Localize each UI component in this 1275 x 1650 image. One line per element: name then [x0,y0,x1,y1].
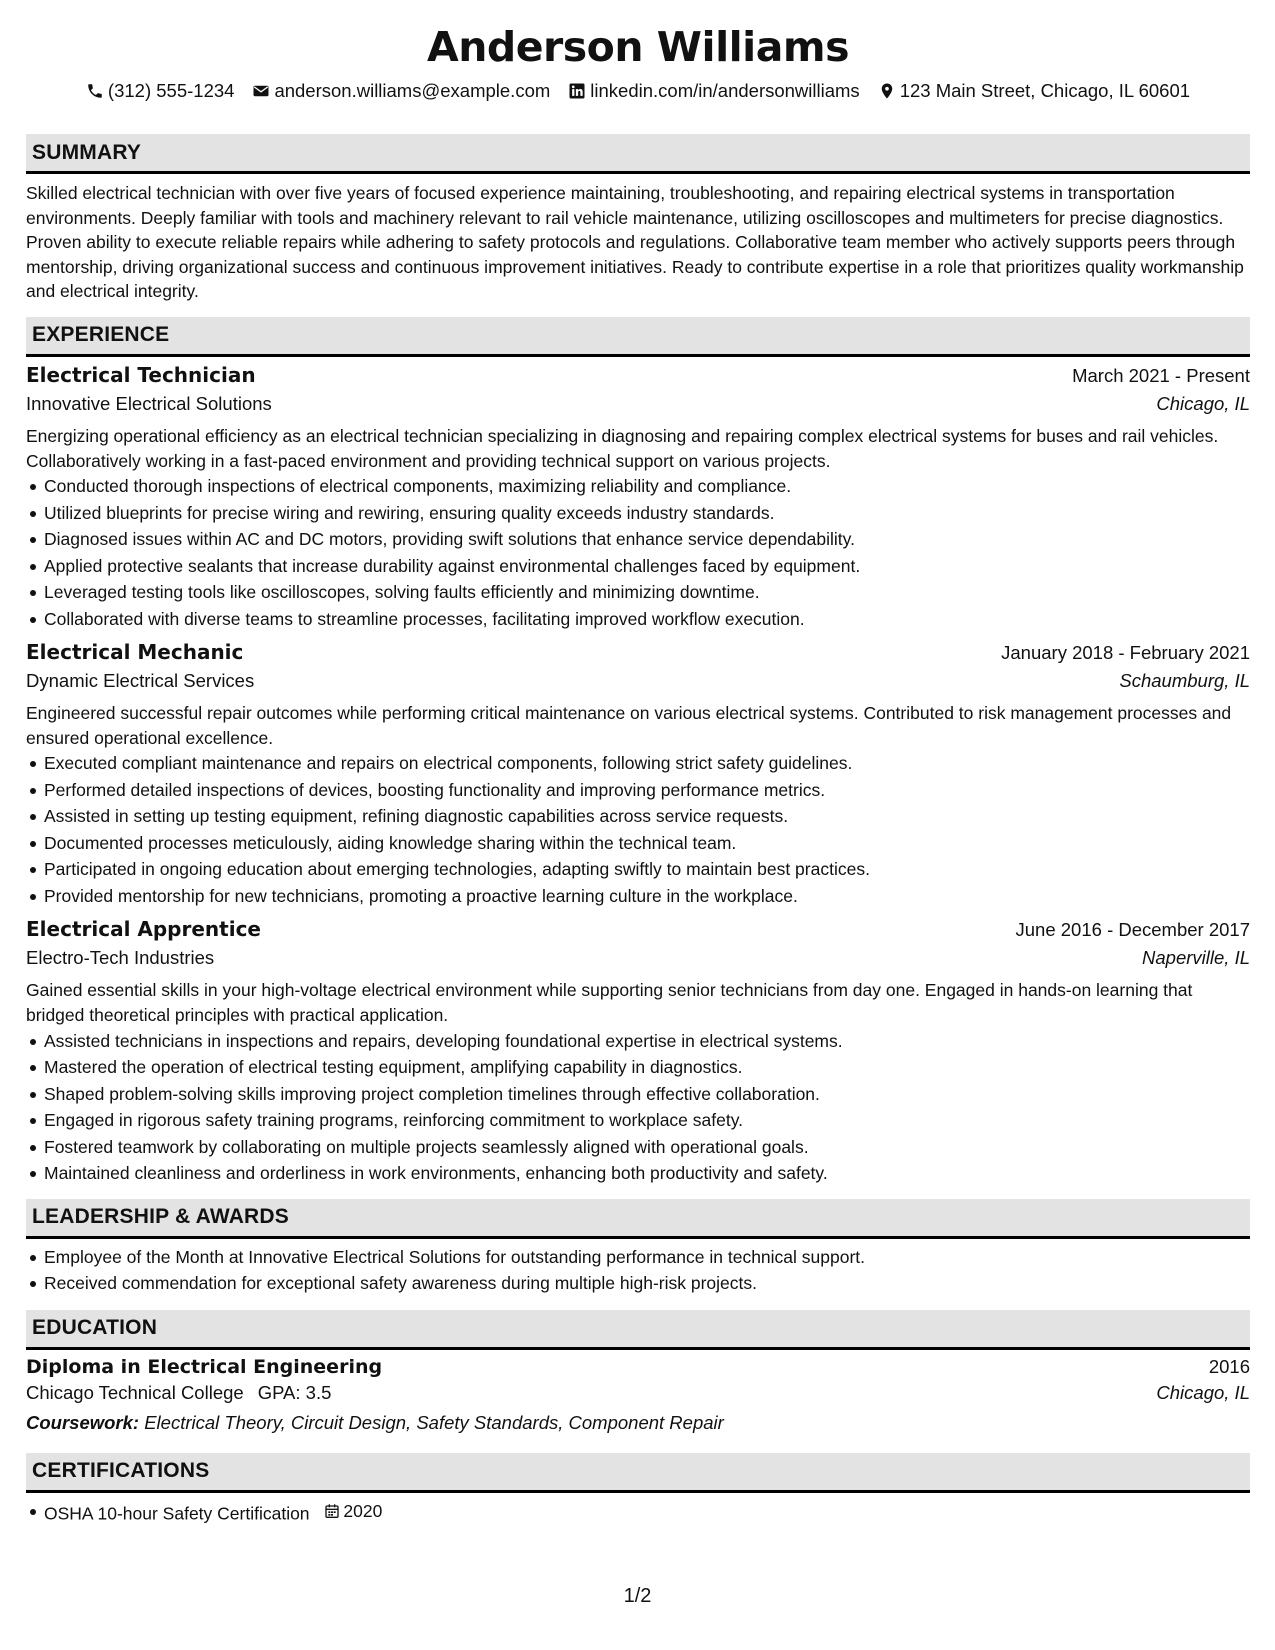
job-bullets [26,1028,1250,1187]
leadership-heading: LEADERSHIP & AWARDS [26,1199,1250,1239]
job-entry [26,917,1250,1186]
list-item: Mastered the operation of electrical testing equipment, amplifying capability in diagnostics. [44,1054,1250,1081]
coursework-label: Coursework: [26,1411,140,1433]
certification-name: OSHA 10-hour Safety Certification [44,1502,310,1523]
phone-text: (312) 555-1234 [107,80,235,101]
list-item: Performed detailed inspections of devices, boosting functionality and improving performance metrics. [44,777,1250,804]
list-item: Shaped problem-solving skills improving project completion timelines through effective collaboration. [44,1081,1250,1108]
envelope-icon [252,82,270,100]
experience-heading: EXPERIENCE [26,317,1250,357]
list-item: Leveraged testing tools like oscilloscopes, solving faults efficiently and minimizing downtime. [44,579,1250,606]
contact-address [878,80,1190,102]
list-item: Utilized blueprints for precise wiring and rewiring, ensuring quality exceeds industry standards. [44,500,1250,527]
summary-text: Skilled electrical technician with over five years of focused experience maintaining, troubleshooting, and repairing electrical systems in transportation environments. Deeply familiar with tools and machinery relevant to rail vehicle maintenance, utilizing oscilloscopes and multimeters for precise diagnostics. Proven ability to execute reliable repairs while adhering to safety protocols and regulations. Collaborative team member who actively supports peers through mentorship, driving organizational success and continuous improvement initiatives. Ready to contribute expertise in a role that prioritizes quality workmanship and electrical integrity. [26,183,1244,302]
email-link[interactable]: anderson.williams@example.com [274,80,551,101]
list-item: Received commendation for exceptional safety awareness during multiple high-risk projects. [44,1270,1250,1297]
linkedin-link[interactable]: linkedin.com/in/andersonwilliams [590,80,860,101]
certification-date [324,1498,382,1525]
job-description: Gained essential skills in your high-voltage electrical environment while supporting senior technicians from day one. Engaged in hands-on learning that bridged theoretical principles with practical application. [26,980,1193,1025]
job-entry [26,640,1250,909]
list-item: Documented processes meticulously, aiding knowledge sharing within the technical team. [44,830,1250,857]
school-name: Chicago Technical College [26,1381,244,1403]
job-title: Electrical Apprentice [26,917,261,942]
gpa: GPA: 3.5 [257,1381,332,1403]
job-company: Dynamic Electrical Services [26,670,255,692]
contact-linkedin[interactable] [568,80,859,102]
page-number: 1/2 [623,1585,652,1607]
calendar-icon [324,1503,340,1519]
contact-bar [26,78,1250,104]
job-description: Energizing operational efficiency as an electrical technician specializing in diagnosing and repairing complex electrical systems for buses and rail vehicles. Collaboratively working in a fast-paced environment and providing technical support on various projects. [26,425,1219,471]
phone-icon [86,82,104,100]
education-heading: EDUCATION [26,1310,1250,1350]
job-location: Schaumburg, IL [1119,670,1250,692]
coursework [26,1412,1250,1434]
list-item: Diagnosed issues within AC and DC motors, providing swift solutions that enhance service dependability. [44,526,1250,553]
job-dates: January 2018 - February 2021 [1001,642,1250,664]
certifications-list [26,1498,1250,1527]
job-company: Innovative Electrical Solutions [26,392,272,414]
contact-phone [86,80,235,102]
contact-email[interactable] [252,80,550,102]
list-item: Conducted thorough inspections of electrical components, maximizing reliability and compliance. [44,473,1250,500]
list-item [44,1498,1250,1527]
job-bullets [26,473,1250,632]
list-item: Participated in ongoing education about emerging technologies, adapting swiftly to maintain best practices. [44,856,1250,883]
list-item: Assisted in setting up testing equipment, refining diagnostic capabilities across service requests. [44,803,1250,830]
school-line [26,1382,331,1404]
list-item: Executed compliant maintenance and repairs on electrical components, following strict safety guidelines. [44,750,1250,777]
job-bullets [26,750,1250,909]
coursework-list: Electrical Theory, Circuit Design, Safety Standards, Component Repair [144,1411,724,1433]
certifications-heading: CERTIFICATIONS [26,1453,1250,1493]
job-title: Electrical Mechanic [26,640,244,665]
resume-page [26,20,1250,1526]
degree-title: Diploma in Electrical Engineering [26,1355,383,1378]
list-item: Provided mentorship for new technicians, promoting a proactive learning culture in the workplace. [44,883,1250,910]
certification-year: 2020 [343,1500,383,1521]
list-item: Maintained cleanliness and orderliness in work environments, enhancing both productivity and safety. [44,1160,1250,1187]
graduation-year: 2016 [1208,1355,1250,1377]
job-location: Naperville, IL [1142,947,1250,969]
list-item: Employee of the Month at Innovative Electrical Solutions for outstanding performance in technical support. [44,1244,1250,1271]
job-location: Chicago, IL [1156,392,1250,414]
job-dates: March 2021 - Present [1072,364,1250,386]
education-entry [26,1356,1250,1434]
job-entry [26,363,1250,632]
list-item: Fostered teamwork by collaborating on multiple projects seamlessly aligned with operational goals. [44,1134,1250,1161]
list-item: Applied protective sealants that increase durability against environmental challenges faced by equipment. [44,553,1250,580]
candidate-name: Anderson Williams [426,23,850,71]
list-item: Collaborated with diverse teams to streamline processes, facilitating improved workflow execution. [44,606,1250,633]
summary-heading: SUMMARY [26,134,1250,174]
list-item: Engaged in rigorous safety training programs, reinforcing commitment to workplace safety. [44,1107,1250,1134]
school-location: Chicago, IL [1156,1381,1250,1403]
address-text: 123 Main Street, Chicago, IL 60601 [899,80,1191,101]
linkedin-icon [568,82,586,100]
map-pin-icon [878,82,896,100]
job-dates: June 2016 - December 2017 [1015,919,1250,941]
job-company: Electro-Tech Industries [26,947,215,969]
leadership-list [26,1244,1250,1297]
job-description: Engineered successful repair outcomes while performing critical maintenance on various electrical systems. Contributed to risk management processes and ensured operational excellence. [26,703,1232,748]
list-item: Assisted technicians in inspections and repairs, developing foundational expertise in electrical systems. [44,1028,1250,1055]
job-title: Electrical Technician [26,362,256,387]
